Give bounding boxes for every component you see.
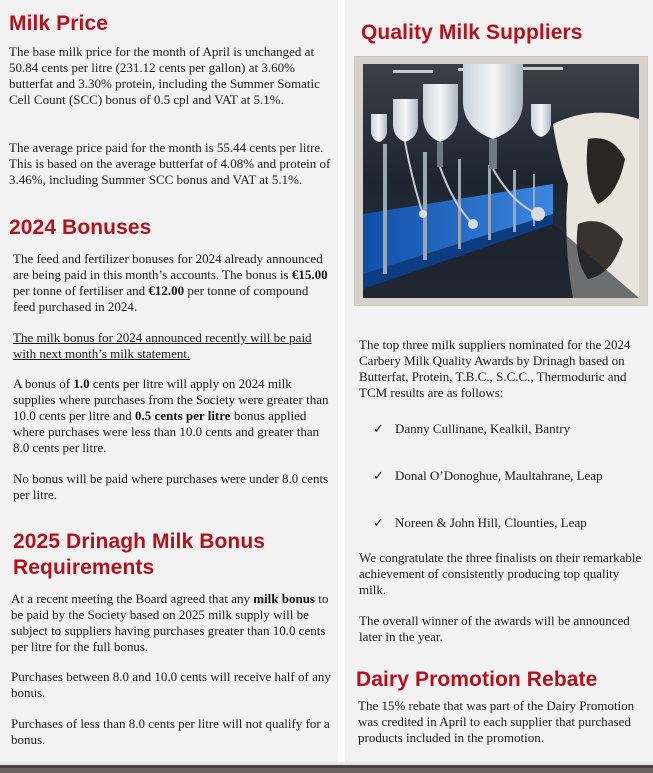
bonuses-2024-paragraph-2: The milk bonus for 2024 announced recently will be paid with next month’s milk statement. [13,330,312,361]
dairy-rebate-heading: Dairy Promotion Rebate [356,668,598,691]
finalist-item: ✓ Danny Cullinane, Kealkil, Bantry [373,421,571,436]
footer-bar [0,762,653,773]
milk-price-heading: Milk Price [9,12,109,35]
bonuses-2024-paragraph-3: A bonus of 1.0 cents per litre will apply on 2024 milk supplies where purchases from the Society were greater than 10.0 cents per litre and 0.5 cents per litre bonus applied where purchases were less than 10.0 cents and greater than 8.0 cents per litre. [13,376,329,455]
requirements-2025-paragraph-3: Purchases of less than 8.0 cents per litre will not qualify for a bonus. [11,716,330,747]
milking-parlour-photo [355,57,647,305]
check-icon: ✓ [373,468,384,483]
bonuses-2024-paragraph-1: The feed and fertilizer bonuses for 2024 already announced are being paid in this month’s accounts. The bonus is €15.00 per tonne of fertiliser and €12.00 per tonne of compound feed purchased in 2024. [13,251,328,314]
winner-announcement-paragraph: The overall winner of the awards will be announced later in the year. [359,613,630,644]
finalist-item: ✓ Donal O’Donoghue, Maultahrane, Leap [373,468,603,483]
bonuses-2024-paragraph-4: No bonus will be paid where purchases were under 8.0 cents per litre. [13,471,329,502]
milk-price-paragraph-2: The average price paid for the month is 55.44 cents per litre. This is based on the average butterfat of 4.08% and protein of 3.46%, including Summer SCC bonus and VAT at 5.1%. [9,140,331,187]
quality-suppliers-intro: The top three milk suppliers nominated for the 2024 Carbery Milk Quality Awards by Drinagh based on Butterfat, Protein, T.B.C., S.C.C., Thermoduric and TCM results are as follows: [359,337,631,400]
check-icon: ✓ [373,421,384,436]
congratulations-paragraph: We congratulate the three finalists on their remarkable achievement of consistently producing top quality milk. [359,550,642,597]
milk-price-paragraph-1: The base milk price for the month of April is unchanged at 50.84 cents per litre (231.12 cents per gallon) at 3.60% butterfat and 3.30% protein, including the Summer Somatic Cell Count (SCC) bonus of 0.5 cpl and VAT at 5.1%. [9,44,320,107]
finalists-list [373,421,643,541]
dairy-rebate-paragraph: The 15% rebate that was part of the Dairy Promotion was credited in April to each supplier that purchased products included in the promotion. [358,698,635,745]
finalist-item: ✓ Noreen & John Hill, Clounties, Leap [373,515,587,530]
requirements-2025-heading-line-2: Requirements [13,556,155,579]
requirements-2025-heading-line-1: 2025 Drinagh Milk Bonus [13,530,266,553]
bonuses-2024-heading: 2024 Bonuses [9,216,152,239]
quality-suppliers-heading: Quality Milk Suppliers [361,21,583,44]
milking-parlour-image [363,64,639,298]
requirements-2025-paragraph-2: Purchases between 8.0 and 10.0 cents will receive half of any bonus. [11,669,331,700]
check-icon: ✓ [373,515,384,530]
requirements-2025-paragraph-1: At a recent meeting the Board agreed that any milk bonus to be paid by the Society based on 2025 milk supply will be subject to suppliers having purchases greater than 10.0 cents per litre for the full bonus. [11,591,329,654]
